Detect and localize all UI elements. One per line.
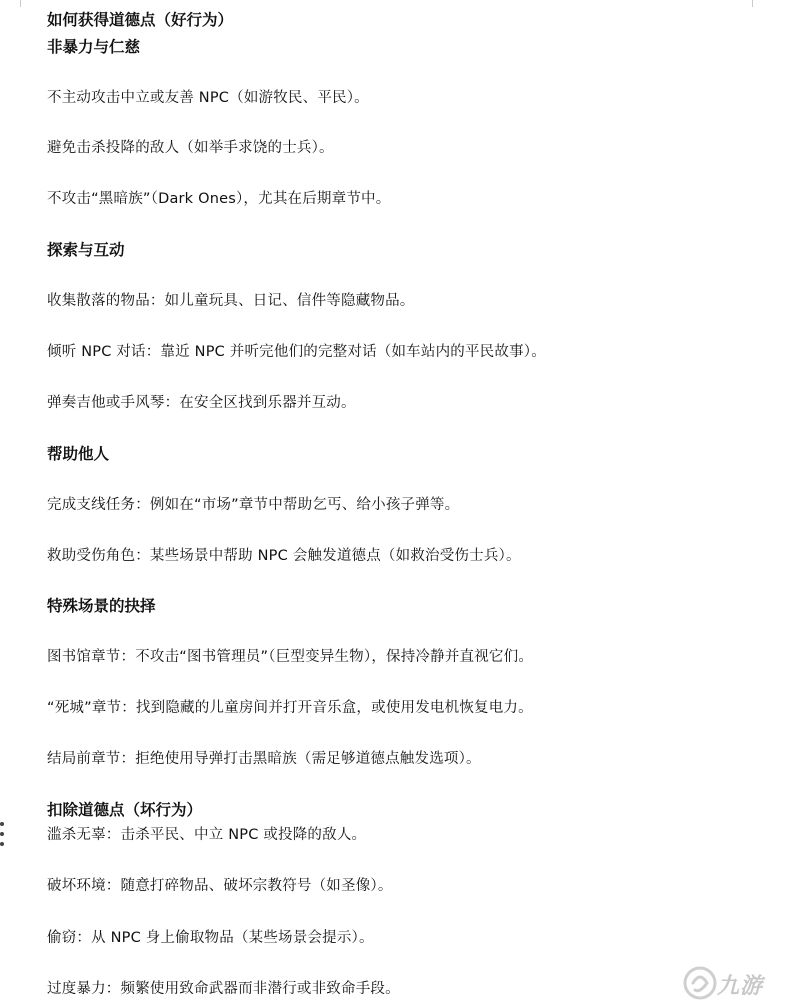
- page-corner-mark-right: [752, 0, 753, 7]
- doc-paragraph: 偷窃：从 NPC 身上偷取物品（某些场景会提示）。: [47, 930, 374, 946]
- doc-paragraph: 救助受伤角色：某些场景中帮助 NPC 会触发道德点（如救治受伤士兵）。: [47, 548, 521, 564]
- doc-paragraph: 不主动攻击中立或友善 NPC（如游牧民、平民）。: [47, 90, 369, 106]
- doc-heading: 扣除道德点（坏行为）: [47, 800, 203, 819]
- doc-heading: 帮助他人: [47, 444, 110, 463]
- doc-paragraph: 完成支线任务：例如在“市场”章节中帮助乞丐、给小孩子弹等。: [47, 497, 460, 513]
- page-corner-mark-left: [20, 0, 21, 7]
- doc-heading: 探索与互动: [47, 240, 125, 259]
- doc-paragraph: 图书馆章节：不攻击“图书管理员”（巨型变异生物），保持冷静并直视它们。: [47, 649, 534, 665]
- doc-paragraph: 倾听 NPC 对话：靠近 NPC 并听完他们的完整对话（如车站内的平民故事）。: [47, 344, 546, 360]
- doc-paragraph: “死城”章节：找到隐藏的儿童房间并打开音乐盒，或使用发电机恢复电力。: [47, 700, 533, 716]
- watermark: [683, 963, 783, 1003]
- doc-heading: 特殊场景的抉择: [47, 596, 156, 615]
- doc-paragraph: 不攻击“黑暗族”（Dark Ones），尤其在后期章节中。: [47, 191, 391, 207]
- doc-paragraph: 弹奏吉他或手风琴：在安全区找到乐器并互动。: [47, 395, 356, 411]
- doc-paragraph: 收集散落的物品：如儿童玩具、日记、信件等隐藏物品。: [47, 293, 415, 309]
- doc-paragraph: 过度暴力：频繁使用致命武器而非潜行或非致命手段。: [47, 981, 400, 997]
- doc-paragraph: 结局前章节：拒绝使用导弹打击黑暗族（需足够道德点触发选项）。: [47, 751, 481, 767]
- doc-heading: 非暴力与仁慈: [47, 37, 141, 56]
- watermark-text: 九游: [717, 973, 764, 999]
- doc-paragraph: 破坏环境：随意打碎物品、破坏宗教符号（如圣像）。: [47, 878, 393, 894]
- doc-paragraph: 滥杀无辜：击杀平民、中立 NPC 或投降的敌人。: [47, 827, 367, 843]
- doc-paragraph: 避免击杀投降的敌人（如举手求饶的士兵）。: [47, 140, 334, 156]
- doc-heading: 如何获得道德点（好行为）: [47, 10, 234, 29]
- vertical-dots-icon[interactable]: [0, 820, 6, 850]
